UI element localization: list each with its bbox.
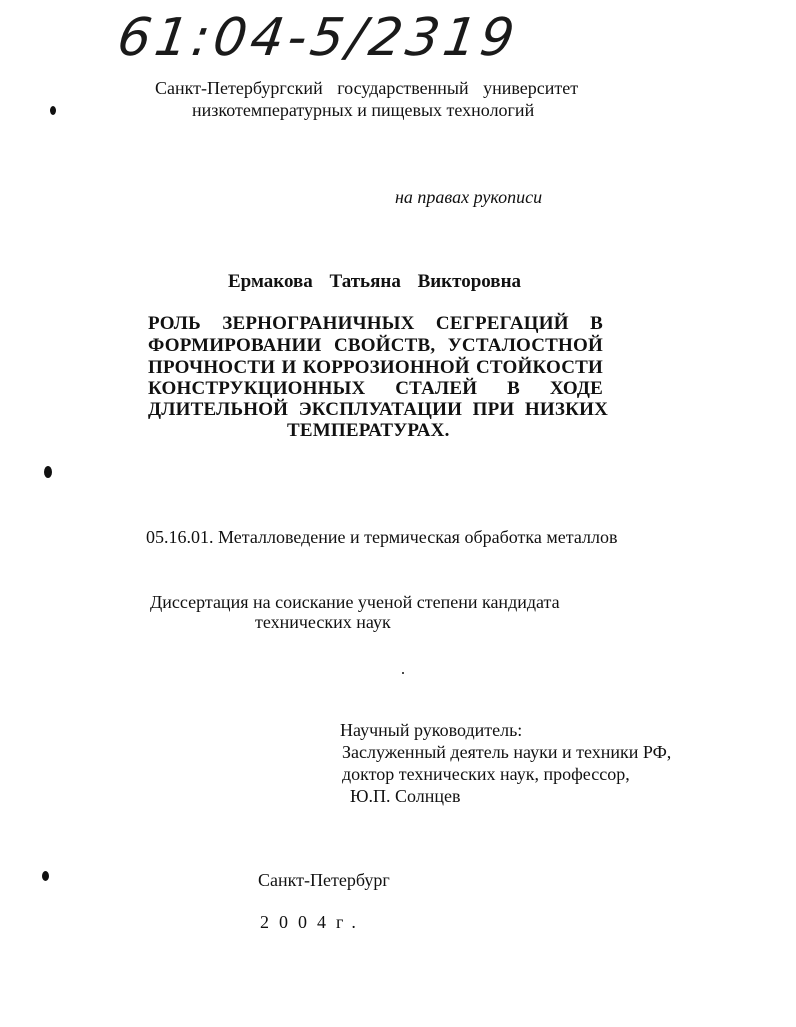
scan-mark-dot: [42, 871, 49, 881]
supervisor-degree-line: доктор технических наук, профессор,: [342, 764, 630, 784]
dissertation-degree-line-1: Диссертация на соискание ученой степени кандидата: [150, 592, 560, 612]
supervisor-name: Ю.П. Солнцев: [350, 786, 461, 806]
scan-speck: [402, 672, 404, 674]
supervisor-title-line: Заслуженный деятель науки и техники РФ,: [342, 742, 672, 762]
specialty-code: 05.16.01. Металловедение и термическая обработка металлов: [146, 527, 618, 547]
year: 2004г.: [260, 912, 366, 932]
manuscript-rights-note: на правах рукописи: [395, 187, 543, 207]
title-line-4: КОНСТРУКЦИОННЫХ СТАЛЕЙ В ХОДЕ: [148, 378, 603, 399]
title-line-1: РОЛЬ ЗЕРНОГРАНИЧНЫХ СЕГРЕГАЦИЙ В: [148, 313, 603, 334]
university-name-line-1: Санкт-Петербургский государственный университет: [155, 78, 579, 98]
title-line-2: ФОРМИРОВАНИИ СВОЙСТВ, УСТАЛОСТНОЙ: [148, 335, 603, 356]
handwritten-archive-code: 61:04-5/2319: [113, 8, 522, 68]
title-line-3: ПРОЧНОСТИ И КОРРОЗИОННОЙ СТОЙКОСТИ: [148, 357, 603, 378]
title-line-6: ТЕМПЕРАТУРАХ.: [287, 420, 450, 441]
supervisor-heading: Научный руководитель:: [340, 720, 523, 740]
scan-mark-dot: [50, 106, 56, 115]
title-line-5: ДЛИТЕЛЬНОЙ ЭКСПЛУАТАЦИИ ПРИ НИЗКИХ: [148, 399, 608, 420]
university-name-line-2: низкотемпературных и пищевых технологий: [192, 100, 535, 120]
scan-mark-dot: [44, 466, 52, 478]
author-name: Ермакова Татьяна Викторовна: [228, 271, 522, 292]
city: Санкт-Петербург: [258, 870, 390, 890]
dissertation-degree-line-2: технических наук: [255, 612, 391, 632]
